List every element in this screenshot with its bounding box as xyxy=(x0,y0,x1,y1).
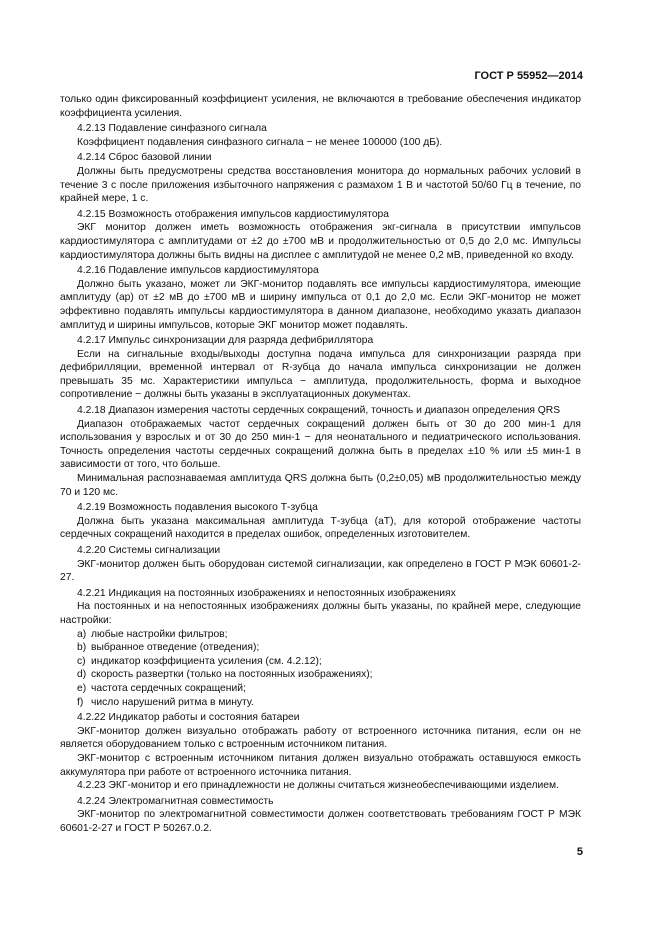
section-heading: 4.2.24 Электромагнитная совместимость xyxy=(77,795,274,807)
section-heading: 4.2.22 Индикатор работы и состояния батареи xyxy=(77,712,300,724)
paragraph: Если на сигнальные входы/выходы доступна подача импульса для синхронизации разряда при дефибрилляции, временной интервал от R-зубца до начала импульса синхронизации не должен превышать 35 мс. Характеристики импульса − амплитуда, продолжительность, форма и выходное сопротивление − должны быть указаны в эксплуатационных документах. xyxy=(60,348,581,401)
paragraph: На постоянных и на непостоянных изображениях должны быть указаны, по крайней мере, следующие настройки: xyxy=(60,601,581,626)
list-item-text: выбранное отведение (отведения); xyxy=(91,642,260,654)
paragraph: Коэффициент подавления синфазного сигнала − не менее 100000 (100 дБ). xyxy=(77,136,443,148)
document-body xyxy=(60,93,581,835)
paragraphs-before-list xyxy=(60,93,581,628)
section-heading: 4.2.18 Диапазон измерения частоты сердечных сокращений, точность и диапазон определения QRS xyxy=(77,405,561,417)
page-number: 5 xyxy=(576,846,583,858)
list-item-marker: e) xyxy=(77,682,87,694)
section-heading: 4.2.15 Возможность отображения импульсов кардиостимулятора xyxy=(77,208,389,220)
paragraph: ЭКГ-монитор по электромагнитной совместимости должен соответствовать требованиям ГОСТ Р МЭК 60601-2-27 и ГОСТ Р 50267.0.2. xyxy=(60,809,581,834)
settings-list xyxy=(60,628,581,710)
list-item-text: скорость развертки (только на постоянных изображениях); xyxy=(91,669,373,681)
paragraph: ЭКГ-монитор с встроенным источником питания должен визуально отображать оставшуюся емкость аккумулятора при работе от встроенного источника питания. xyxy=(60,752,581,778)
section-heading: 4.2.21 Индикация на постоянных изображениях и непостоянных изображениях xyxy=(77,587,456,599)
paragraph: Минимальная распознаваемая амплитуда QRS должна быть (0,2±0,05) мВ продолжительностью между 70 и 120 мс. xyxy=(60,473,581,498)
paragraph: только один фиксированный коэффициент усиления, не включаются в требование обеспечения индикатор коэффициента усиления. xyxy=(60,94,581,119)
section-heading: 4.2.13 Подавление синфазного сигнала xyxy=(77,123,267,135)
list-item-marker: b) xyxy=(77,642,87,654)
document-standard-header: ГОСТ Р 55952—2014 xyxy=(474,70,583,82)
list-item-text: любые настройки фильтров; xyxy=(91,628,228,640)
list-item xyxy=(60,628,581,642)
list-item xyxy=(60,668,581,682)
list-item-marker: f) xyxy=(77,696,84,708)
paragraph: Должны быть предусмотрены средства восстановления монитора до нормальных рабочих условий в течение 3 с после приложения избыточного напряжения с размахом 1 В и частотой 50/60 Гц в течение, по крайней мере, 1 с. xyxy=(60,165,581,205)
section-heading: 4.2.17 Импульс синхронизации для разряда дефибриллятора xyxy=(77,335,374,347)
paragraph: Должно быть указано, может ли ЭКГ-монитор подавлять все импульсы кардиостимулятора, имеющие амплитуду (ар) от ±2 мВ до ±700 мВ и ширину импульса от 0,1 до 2,0 мс. Если ЭКГ-монитор не может эффективно подавлять импульсы кардиостимулятора в данном диапазоне, необходимо указать диапазон амплитуд и ширины импульсов, которые ЭКГ монитор может подавлять. xyxy=(60,278,581,331)
list-item xyxy=(60,682,581,696)
list-item-text: число нарушений ритма в минуту. xyxy=(91,696,254,708)
paragraph: Должна быть указана максимальная амплитуда Т-зубца (аТ), для которой отображение частоты сердечных сокращений находится в пределах ошибок, определенных изготовителем. xyxy=(60,515,581,541)
list-item xyxy=(60,655,581,669)
list-item-marker: d) xyxy=(77,669,87,681)
list-item-text: индикатор коэффициента усиления (см. 4.2.12); xyxy=(91,655,322,667)
list-item-marker: c) xyxy=(77,655,86,667)
paragraph: Диапазон отображаемых частот сердечных сокращений должен быть от 30 до 200 мин-1 для использования у взрослых и от 30 до 250 мин-1 − для неонатального и педиатрического использования. Точность определения частоты сердечных сокращений должна быть в пределах ±10 % или ±5 мин-1 в зависимости от того, что больше. xyxy=(60,418,581,471)
section-heading: 4.2.19 Возможность подавления высокого Т-зубца xyxy=(77,502,318,514)
section-heading: 4.2.20 Системы сигнализации xyxy=(77,545,221,556)
list-item-marker: a) xyxy=(77,628,87,640)
list-item-text: частота сердечных сокращений; xyxy=(91,682,246,694)
paragraphs-after-list xyxy=(60,711,581,835)
list-item xyxy=(60,696,581,710)
paragraph: ЭКГ-монитор должен быть оборудован системой сигнализации, как определено в ГОСТ Р МЭК 60601-2-27. xyxy=(60,558,581,584)
section-heading: 4.2.16 Подавление импульсов кардиостимулятора xyxy=(77,265,319,277)
list-item xyxy=(60,641,581,655)
paragraph: ЭКГ монитор должен иметь возможность отображения экг-сигнала в присутствии импульсов кардиостимулятора с амплитудами от ±2 до ±700 мВ и продолжительностью от 0,5 до 2,0 мс. Импульсы кардиостимулятора должны быть видны на дисплее с амплитудой не менее 0,2 мВ, приведенной ко входу. xyxy=(60,222,581,261)
section-heading: 4.2.14 Сброс базовой линии xyxy=(77,152,212,164)
paragraph: ЭКГ-монитор должен визуально отображать работу от встроенного источника питания, если он не является оборудованием только с встроенным источником питания. xyxy=(60,725,581,751)
paragraph: 4.2.23 ЭКГ-монитор и его принадлежности не должны считаться жизнеобеспечивающими изделием. xyxy=(77,780,559,792)
